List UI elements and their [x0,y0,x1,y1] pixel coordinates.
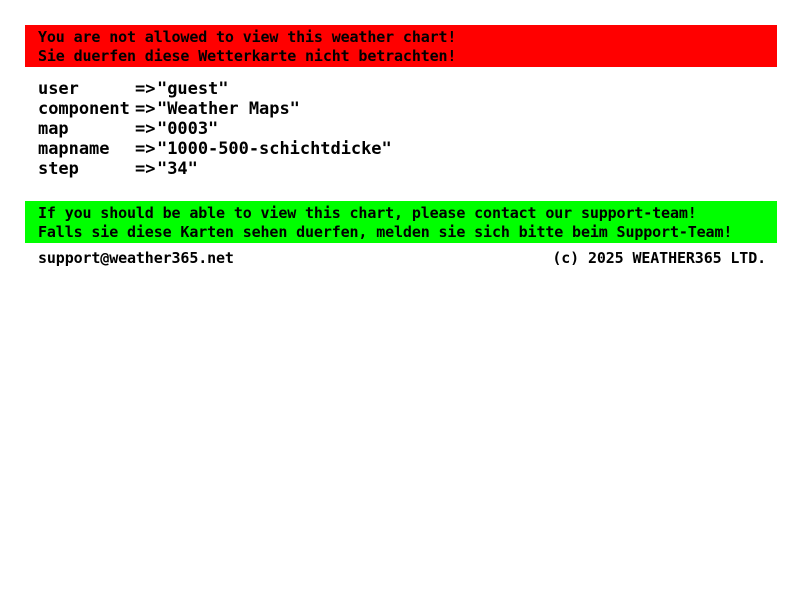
arrow-glyph: => [135,99,156,119]
copyright-notice: (c) 2025 WEATHER365 LTD. [552,249,766,267]
detail-row-component [38,99,392,119]
detail-key: map [38,119,69,139]
detail-key: user [38,79,79,99]
detail-key: component [38,99,130,119]
error-banner-line-de: Sie duerfen diese Wetterkarte nicht betrachten! [38,47,457,65]
arrow-glyph: => [135,119,156,139]
detail-row-step [38,159,392,179]
detail-value: "0003" [157,119,219,139]
detail-row-mapname [38,139,392,159]
info-banner [25,201,777,243]
info-banner-line-en: If you should be able to view this chart, please contact our support-team! [38,204,697,222]
detail-row-user [38,79,392,99]
info-banner-line-de: Falls sie diese Karten sehen duerfen, melden sie sich bitte beim Support-Team! [38,223,733,241]
arrow-glyph: => [135,139,156,159]
footer [38,249,766,268]
error-banner-line-en: You are not allowed to view this weather chart! [38,28,457,46]
detail-key: step [38,159,79,179]
detail-key: mapname [38,139,110,159]
detail-row-map [38,119,392,139]
arrow-glyph: => [135,159,156,179]
error-banner [25,25,777,67]
detail-value: "Weather Maps" [157,99,300,119]
arrow-glyph: => [135,79,156,99]
support-email: support@weather365.net [38,249,234,267]
detail-value: "guest" [157,79,229,99]
detail-value: "34" [157,159,198,179]
detail-value: "1000-500-schichtdicke" [157,139,392,159]
request-details [38,79,392,179]
